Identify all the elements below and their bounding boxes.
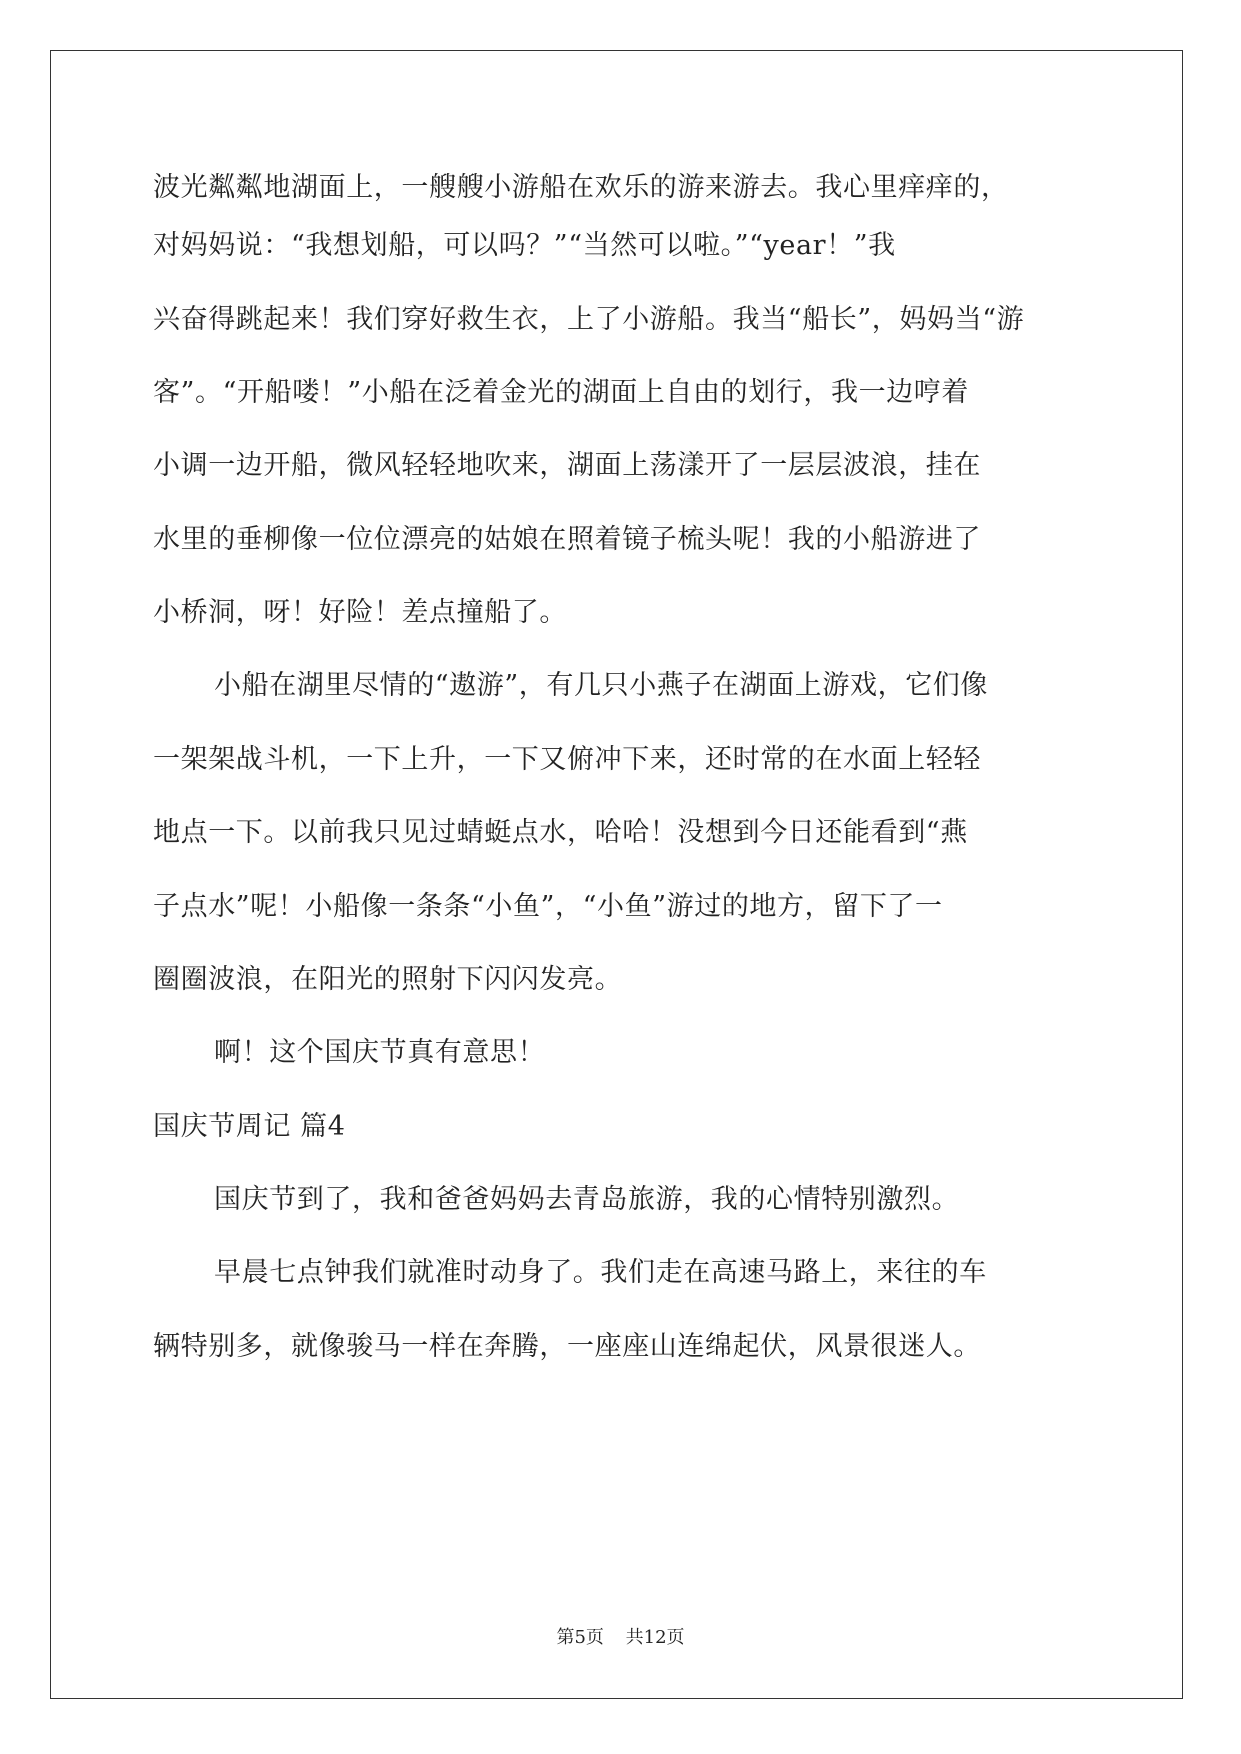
- paragraph-line: 辆特别多，就像骏马一样在奔腾，一座座山连绵起伏，风景很迷人。: [153, 1331, 981, 1362]
- paragraph-line: 子点水”呢！小船像一条条“小鱼”，“小鱼”游过的地方，留下了一: [153, 891, 943, 922]
- paragraph-line: 一架架战斗机，一下上升，一下又俯冲下来，还时常的在水面上轻轻: [153, 744, 981, 775]
- paragraph-line: 兴奋得跳起来！我们穿好救生衣，上了小游船。我当“船长”，妈妈当“游: [153, 304, 1025, 335]
- paragraph-line: 波光粼粼地湖面上，一艘艘小游船在欢乐的游来游去。我心里痒痒的，: [153, 172, 1009, 203]
- section-heading: 国庆节周记 篇4: [153, 1111, 346, 1142]
- page-footer: [0, 1626, 1241, 1650]
- page-border: [50, 50, 1183, 1699]
- paragraph-line: 小调一边开船，微风轻轻地吹来，湖面上荡漾开了一层层波浪，挂在: [153, 450, 981, 481]
- paragraph-line: 水里的垂柳像一位位漂亮的姑娘在照着镜子梳头呢！我的小船游进了: [153, 524, 981, 555]
- page-total: 共12页: [625, 1627, 685, 1648]
- paragraph-line: 小船在湖里尽情的“遨游”，有几只小燕子在湖面上游戏，它们像: [214, 670, 989, 701]
- page-number: 第5页: [556, 1627, 604, 1648]
- paragraph-line: 对妈妈说：“我想划船，可以吗？”“当然可以啦。”“year！”我: [153, 230, 896, 261]
- paragraph-line: 国庆节到了，我和爸爸妈妈去青岛旅游，我的心情特别激烈。: [214, 1184, 960, 1215]
- paragraph-line: 小桥洞，呀！好险！差点撞船了。: [153, 597, 567, 628]
- paragraph-line: 地点一下。以前我只见过蜻蜓点水，哈哈！没想到今日还能看到“燕: [153, 817, 968, 848]
- paragraph-line: 早晨七点钟我们就准时动身了。我们走在高速马路上，来往的车: [214, 1257, 987, 1288]
- paragraph-line: 啊！这个国庆节真有意思！: [214, 1037, 546, 1068]
- paragraph-line: 圈圈波浪，在阳光的照射下闪闪发亮。: [153, 964, 623, 995]
- paragraph-line: 客”。“开船喽！”小船在泛着金光的湖面上自由的划行，我一边哼着: [153, 377, 970, 408]
